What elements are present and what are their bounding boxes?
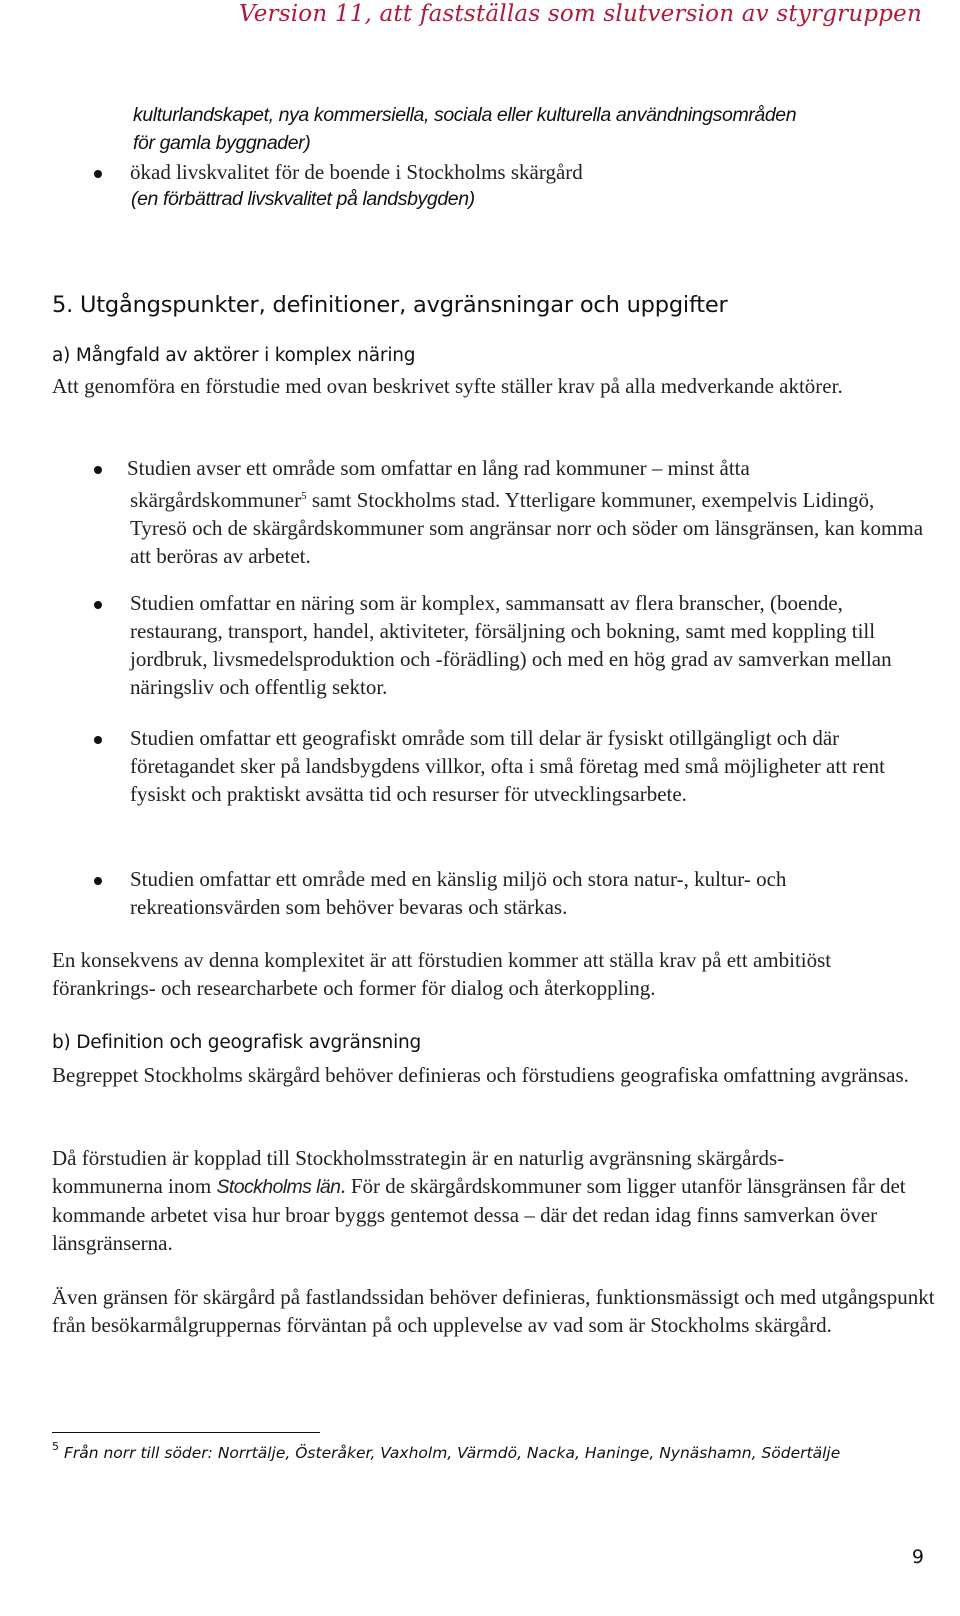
bullet-item-3: Studien omfattar ett geografiskt område som till delar är fysiskt otillgängligt och där företagandet sker på landsbygdens villkor, ofta i små företag med små möjligheter att rent fysiskt och praktiskt avsätta tid och resurser för utvecklingsarbete. xyxy=(130,726,885,806)
subsection-a-heading: a) Mångfald av aktörer i komplex näring xyxy=(52,345,416,366)
bullet-dot xyxy=(94,877,102,885)
section-heading: 5. Utgångspunkter, definitioner, avgränsningar och uppgifter xyxy=(52,292,728,318)
subsection-a-intro: Att genomföra en förstudie med ovan beskrivet syfte ställer krav på alla medverkande aktörer. xyxy=(52,374,843,398)
page-number: 9 xyxy=(911,1546,924,1568)
top-bullet-text: ökad livskvalitet för de boende i Stockholms skärgård xyxy=(130,160,583,184)
bullet-item-4: Studien omfattar ett område med en känslig miljö och stora natur-, kultur- och rekreationsvärden som behöver bevaras och stärkas. xyxy=(130,867,787,919)
subsection-b-p3: Även gränsen för skärgård på fastlandssidan behöver definieras, funktionsmässigt och med utgångspunkt från besökarmålgruppernas förväntan på och upplevelse av vad som är Stockholms skärgård. xyxy=(52,1285,935,1337)
italic-continuation-line-2: för gamla byggnader) xyxy=(133,132,311,154)
bullet-dot xyxy=(94,466,102,474)
bullet-dot xyxy=(94,601,102,609)
footnote xyxy=(52,1440,932,1462)
subsection-b-p2 xyxy=(52,1144,937,1257)
bullet-dot xyxy=(94,170,102,178)
bullet-item-1 xyxy=(127,454,935,570)
footnote-number: 5 xyxy=(52,1440,59,1453)
subsection-b-p1: Begreppet Stockholms skärgård behöver definieras och förstudiens geografiska omfattning avgränsas. xyxy=(52,1063,909,1087)
subsection-a-conclusion: En konsekvens av denna komplexitet är att förstudien kommer att ställa krav på ett ambitiöst förankrings- och researcharbete och former för dialog och återkoppling. xyxy=(52,948,832,1000)
bullet-dot xyxy=(94,736,102,744)
bullet-item-1-rest: samt Stockholms stad. Ytterligare kommuner, exempelvis Lidingö, Tyresö och de skärgårdskommuner som angränsar norr och söder om länsgränsen, kan komma att beröras av arbetet. xyxy=(130,488,924,568)
bullet-item-1-line1: Studien avser ett område som omfattar en lång rad kommuner – minst åtta xyxy=(127,456,750,480)
bullet-item-2: Studien omfattar en näring som är komplex, sammansatt av flera branscher, (boende, restaurang, transport, handel, aktiviteter, försäljning och bokning, samt med koppling till jordbruk, livsmedelsproduktion och -förädling) och med en hög grad av samverkan mellan näringsliv och offentlig sektor. xyxy=(130,591,892,699)
document-header: Version 11, att fastställas som slutversion av styrgruppen xyxy=(239,1,922,27)
subsection-b-p2-line1: Då förstudien är kopplad till Stockholmsstrategin är en naturlig avgränsning skärgårds- xyxy=(52,1146,785,1170)
italic-continuation-line-1: kulturlandskapet, nya kommersiella, sociala eller kulturella användningsområden xyxy=(133,104,797,126)
subsection-b-p2-pre: kommunerna inom xyxy=(52,1174,217,1198)
footnote-text: Från norr till söder: Norrtälje, Österåker, Vaxholm, Värmdö, Nacka, Haninge, Nynäshamn, Södertälje xyxy=(63,1444,841,1462)
top-bullet-italic: (en förbättrad livskvalitet på landsbygden) xyxy=(131,188,475,210)
footnote-separator xyxy=(52,1432,320,1433)
subsection-b-p2-rest: . För de skärgårdskommuner som ligger utanför länsgränsen får det kommande arbetet visa hur broar byggs gentemot dessa – där det redan idag finns samverkan över länsgränserna. xyxy=(52,1174,906,1255)
footnote-ref: 5 xyxy=(301,490,307,502)
subsection-b-heading: b) Definition och geografisk avgränsning xyxy=(52,1032,422,1053)
subsection-b-p2-region: Stockholms län xyxy=(216,1176,341,1198)
bullet-item-1-pre: skärgårdskommuner xyxy=(130,488,302,512)
